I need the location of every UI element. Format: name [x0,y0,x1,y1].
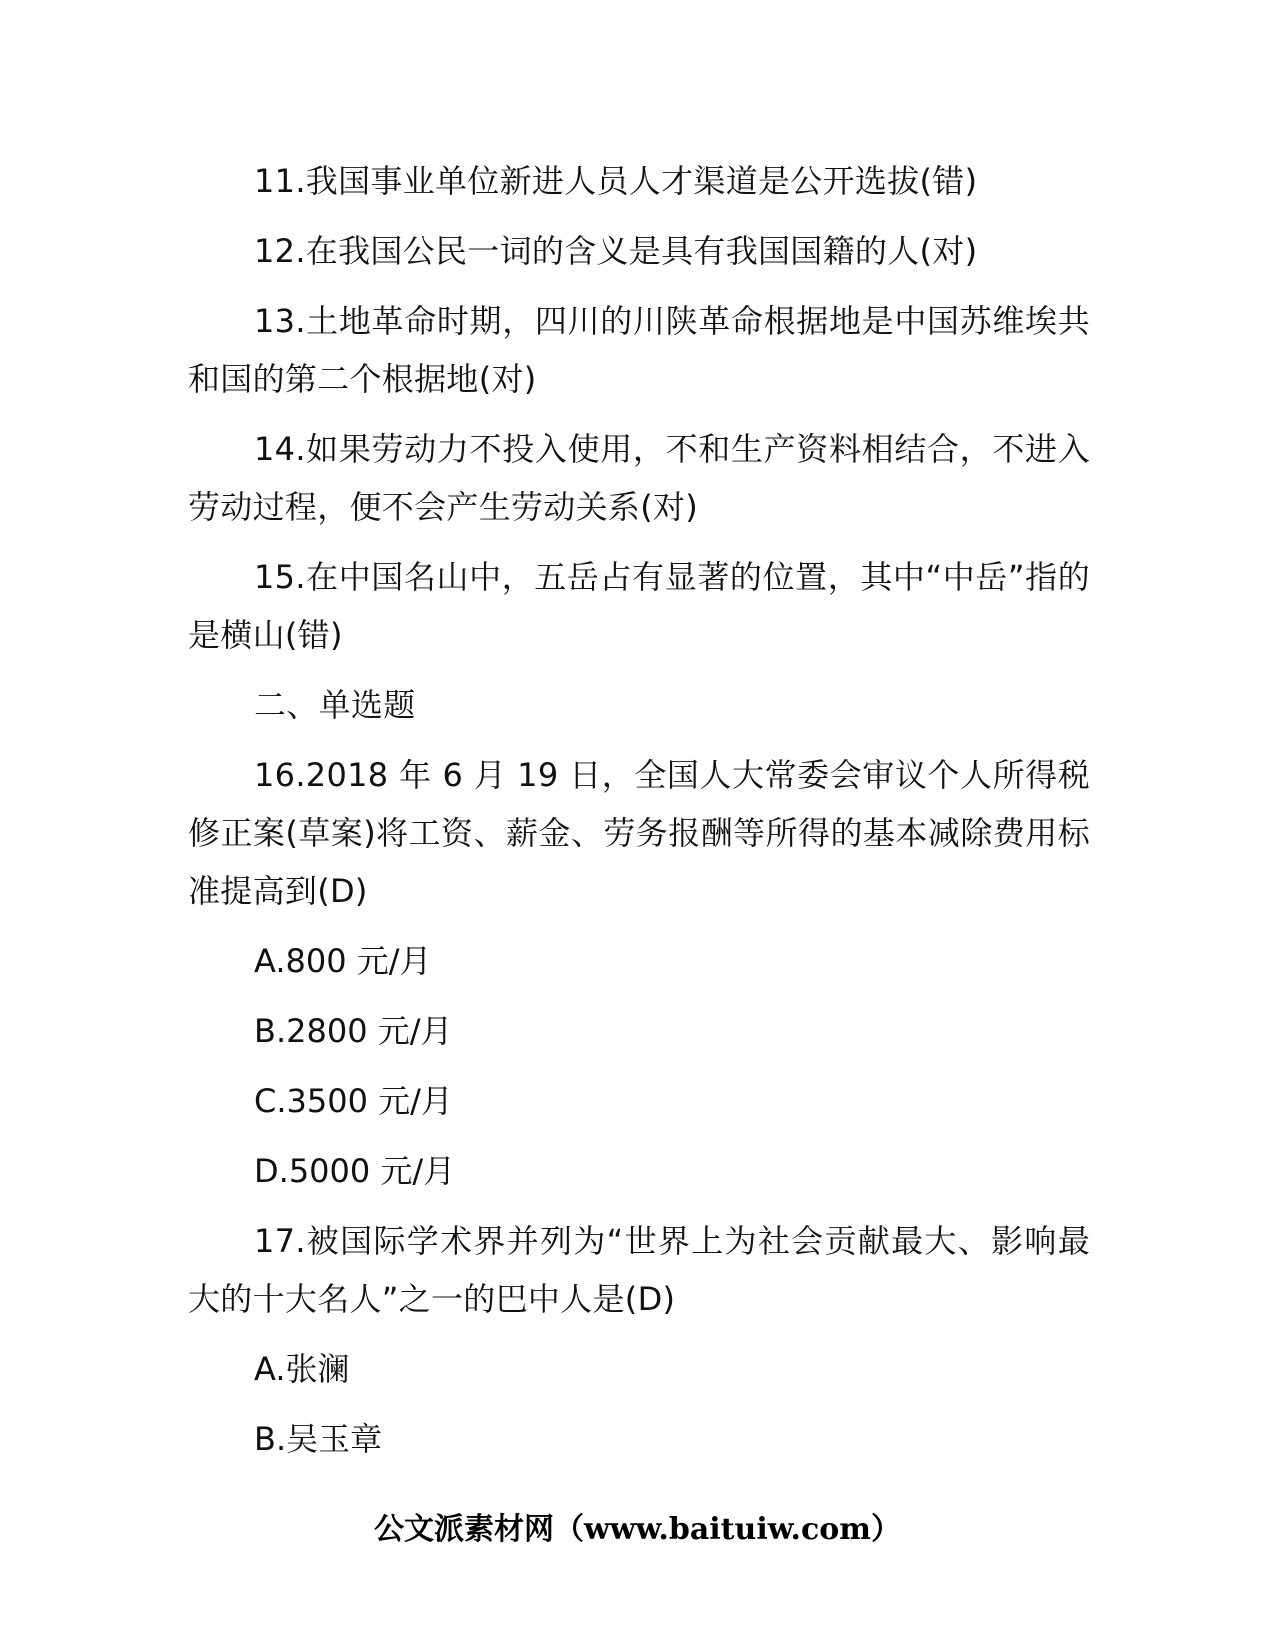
question-16-option-d: D.5000 元/月 [254,1152,456,1190]
question-16-option-a: A.800 元/月 [254,942,432,980]
question-14: 14.如果劳动力不投入使用，不和生产资料相结合，不进入劳动过程，便不会产生劳动关系(对) [188,430,1090,526]
question-17-option-b: B.吴玉章 [254,1420,383,1458]
question-12: 12.在我国公民一词的含义是具有我国国籍的人(对) [254,232,978,270]
page-footer-watermark: 公文派素材网（www.baituiw.com） [373,1512,902,1547]
question-16-option-b: B.2800 元/月 [254,1012,453,1050]
question-11: 11.我国事业单位新进人员人才渠道是公开选拔(错) [254,162,978,200]
question-13: 13.土地革命时期，四川的川陕革命根据地是中国苏维埃共和国的第二个根据地(对) [188,302,1090,398]
question-16-option-c: C.3500 元/月 [254,1082,453,1120]
document-body [188,152,1090,1468]
question-16: 16.2018 年 6 月 19 日，全国人大常委会审议个人所得税修正案(草案)将工资、薪金、劳务报酬等所得的基本减除费用标准提高到(D) [188,756,1090,910]
question-15: 15.在中国名山中，五岳占有显著的位置，其中“中岳”指的是横山(错) [188,558,1090,654]
question-17: 17.被国际学术界并列为“世界上为社会贡献最大、影响最大的十大名人”之一的巴中人是(D) [188,1222,1090,1318]
question-17-option-a: A.张澜 [254,1350,350,1388]
section-heading-single-choice: 二、单选题 [254,686,416,724]
